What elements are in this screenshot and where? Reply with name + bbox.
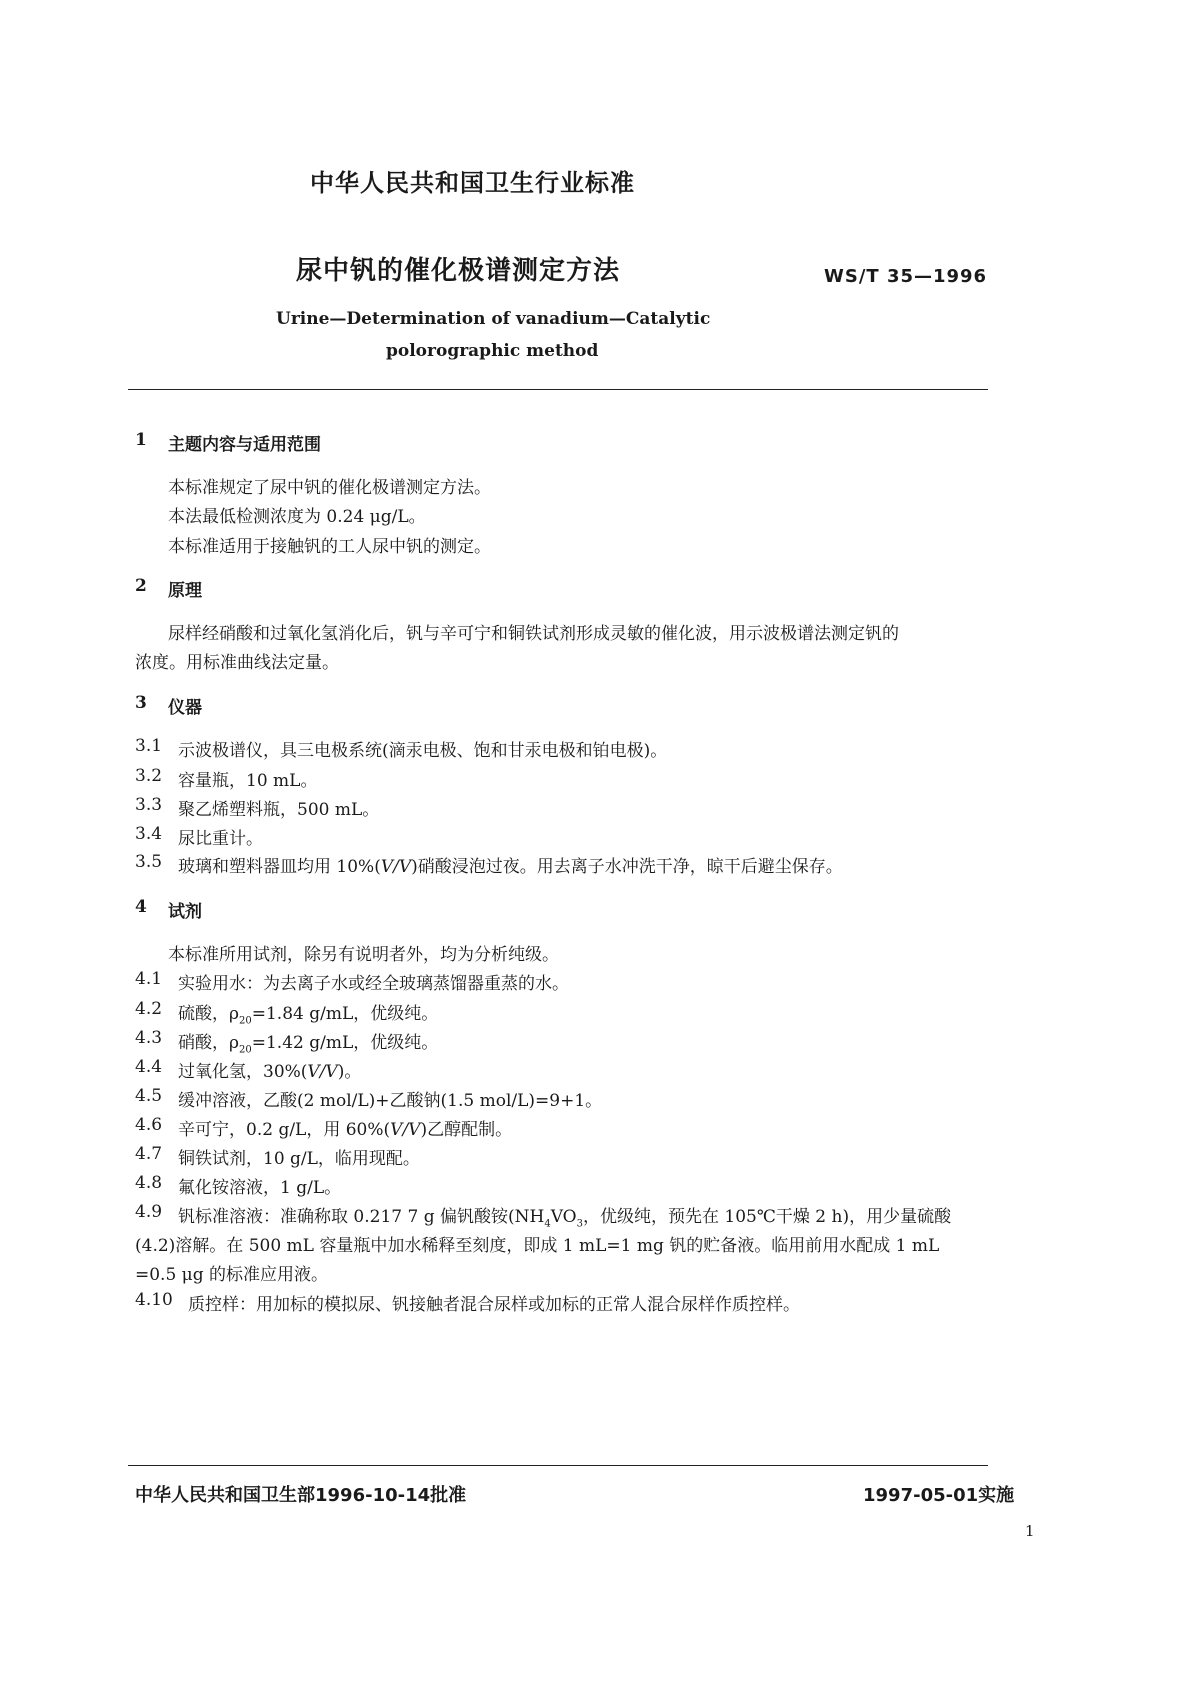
- item-text-part: 辛可宁，0.2 g/L，用 60%(: [178, 1120, 391, 1140]
- item-number: 3.3: [135, 795, 163, 815]
- item-text-part: 玻璃和塑料器皿均用 10%(: [178, 857, 381, 877]
- item-text: [178, 1028, 438, 1055]
- item-text: [178, 1115, 512, 1140]
- item-text: 质控样：用加标的模拟尿、钒接触者混合尿样或加标的正常人混合尿样作质控样。: [188, 1295, 800, 1315]
- volume-ratio: V/V: [380, 857, 412, 877]
- item-number: 4.9: [135, 1202, 163, 1222]
- item-text-continued: =0.5 μg 的标准应用液。: [135, 1265, 329, 1285]
- item-number: 4.10: [135, 1290, 173, 1310]
- item-text-part: 过氧化氢，30%(: [178, 1062, 308, 1082]
- section-1-paragraph: 本标准适用于接触钒的工人尿中钒的测定。: [168, 537, 491, 557]
- section-2-text-line2: 浓度。用标准曲线法定量。: [135, 653, 339, 673]
- item-number: 4.4: [135, 1057, 163, 1077]
- section-3-number: 3: [135, 693, 147, 713]
- document-title: 尿中钒的催化极谱测定方法: [296, 256, 621, 286]
- item-text-part: 钒标准溶液：准确称取 0.217 7 g 偏钒酸铵(NH: [178, 1207, 545, 1227]
- item-text: 铜铁试剂，10 g/L，临用现配。: [178, 1149, 420, 1169]
- item-number: 4.5: [135, 1086, 163, 1106]
- item-text: 聚乙烯塑料瓶，500 mL。: [178, 800, 380, 820]
- section-2-text-line1: 尿样经硝酸和过氧化氢消化后，钒与辛可宁和铜铁试剂形成灵敏的催化波，用示波极谱法测定钒的: [168, 624, 899, 644]
- item-text: [178, 852, 843, 877]
- item-text-part: =1.42 g/mL，优级纯。: [251, 1033, 439, 1053]
- item-number: 3.4: [135, 824, 163, 844]
- section-1-paragraph: 本标准规定了尿中钒的催化极谱测定方法。: [168, 478, 491, 498]
- item-text-part: =1.84 g/mL，优级纯。: [251, 1004, 439, 1024]
- item-text-part: ，优级纯，预先在 105℃干燥 2 h)，用少量硫酸: [583, 1207, 952, 1227]
- section-4-intro: 本标准所用试剂，除另有说明者外，均为分析纯级。: [168, 945, 559, 965]
- item-text-part: 硝酸，ρ: [178, 1033, 239, 1053]
- section-2-number: 2: [135, 576, 147, 596]
- item-text: 实验用水：为去离子水或经全玻璃蒸馏器重蒸的水。: [178, 974, 569, 994]
- item-text-part: VO: [550, 1207, 577, 1227]
- item-text: 氟化铵溶液，1 g/L。: [178, 1178, 342, 1198]
- formula-subscript: 3: [576, 1218, 583, 1230]
- section-1-number: 1: [135, 430, 147, 450]
- footer-divider: [128, 1465, 988, 1466]
- volume-ratio: V/V: [307, 1062, 338, 1082]
- section-3-title: 仪器: [168, 698, 202, 718]
- header-divider: [128, 389, 988, 390]
- item-number: 3.2: [135, 766, 163, 786]
- item-text: 容量瓶，10 mL。: [178, 771, 318, 791]
- english-title-line2: polorographic method: [386, 341, 599, 361]
- section-1-paragraph: 本法最低检测浓度为 0.24 μg/L。: [168, 507, 426, 527]
- section-1-title: 主题内容与适用范围: [168, 435, 321, 455]
- item-number: 3.1: [135, 736, 163, 756]
- org-title: 中华人民共和国卫生行业标准: [310, 169, 635, 197]
- document-code: WS/T 35—1996: [824, 266, 988, 287]
- item-text: 尿比重计。: [178, 829, 263, 849]
- effective-date: 1997-05-01实施: [863, 1485, 1015, 1506]
- item-number: 4.8: [135, 1173, 163, 1193]
- item-text: 示波极谱仪，具三电极系统(滴汞电极、饱和甘汞电极和铂电极)。: [178, 741, 668, 761]
- formula-subscript: 4: [544, 1218, 551, 1230]
- density-subscript: 20: [239, 1044, 252, 1056]
- item-text-part: )。: [337, 1062, 362, 1082]
- item-text: [178, 999, 438, 1026]
- item-text-part: 硫酸，ρ: [178, 1004, 239, 1024]
- volume-ratio: V/V: [390, 1120, 421, 1140]
- approval-date: 中华人民共和国卫生部1996-10-14批准: [135, 1485, 467, 1506]
- density-subscript: 20: [239, 1015, 252, 1027]
- item-number: 4.3: [135, 1028, 163, 1048]
- item-number: 4.7: [135, 1144, 163, 1164]
- section-4-number: 4: [135, 897, 147, 917]
- item-text-part: )乙醇配制。: [420, 1120, 513, 1140]
- item-text: [178, 1202, 951, 1229]
- item-text: 缓冲溶液，乙酸(2 mol/L)+乙酸钠(1.5 mol/L)=9+1。: [178, 1091, 603, 1111]
- item-text-part: )硝酸浸泡过夜。用去离子水冲洗干净，晾干后避尘保存。: [411, 857, 843, 877]
- english-title-line1: Urine—Determination of vanadium—Catalytic: [276, 309, 711, 329]
- item-number: 4.2: [135, 999, 163, 1019]
- item-text-continued: (4.2)溶解。在 500 mL 容量瓶中加水稀释至刻度，即成 1 mL=1 mg 钒的贮备液。临用前用水配成 1 mL: [135, 1236, 940, 1256]
- page-number: 1: [1025, 1522, 1035, 1540]
- section-4-title: 试剂: [168, 902, 202, 922]
- item-number: 4.1: [135, 969, 163, 989]
- item-number: 4.6: [135, 1115, 163, 1135]
- section-2-title: 原理: [168, 581, 202, 601]
- item-number: 3.5: [135, 852, 163, 872]
- item-text: [178, 1057, 361, 1082]
